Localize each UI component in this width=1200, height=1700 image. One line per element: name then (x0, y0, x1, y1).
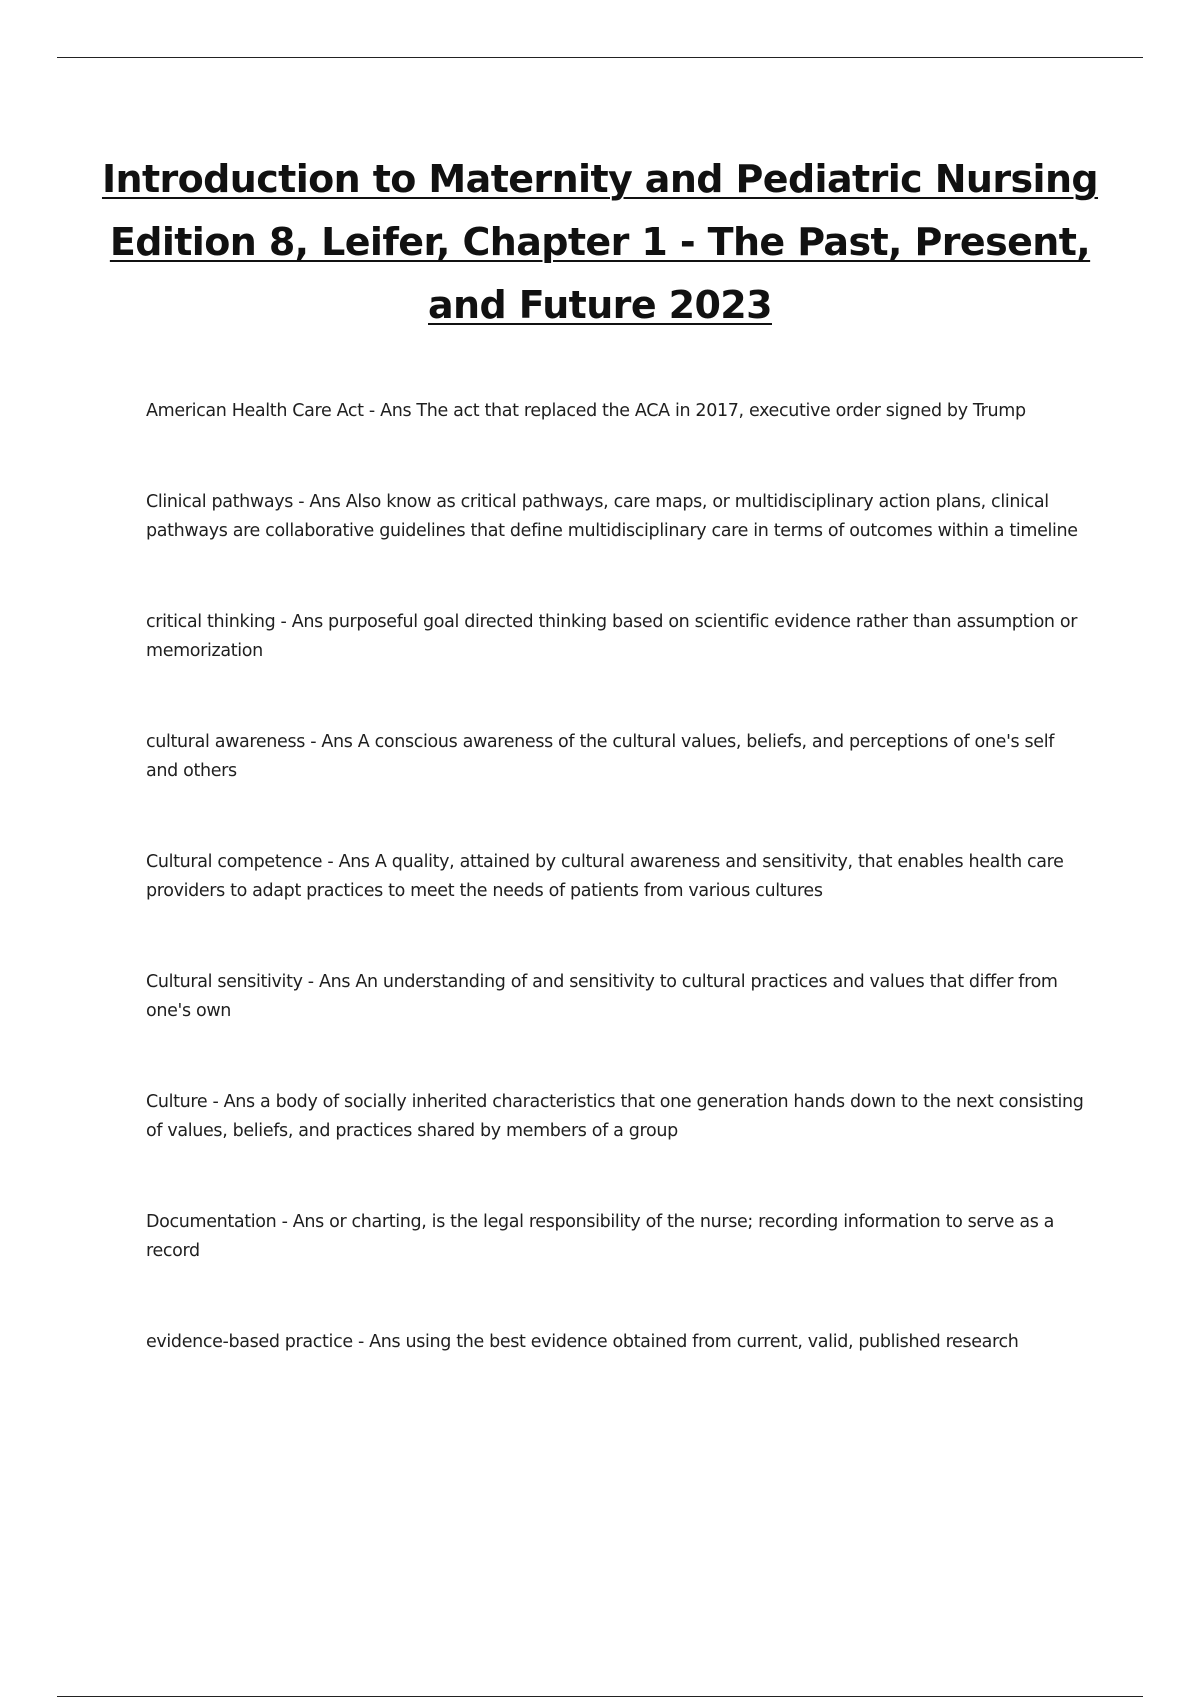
definition-entry: evidence-based practice - Ans using the best evidence obtained from current, valid, published research (146, 1332, 1019, 1352)
definition-entry: Cultural sensitivity - Ans An understanding of and sensitivity to cultural practices and values that differ from one's own (146, 972, 1058, 1021)
definition-entry: cultural awareness - Ans A conscious awareness of the cultural values, beliefs, and perceptions of one's self and others (146, 732, 1055, 781)
definition-entry: Documentation - Ans or charting, is the legal responsibility of the nurse; recording information to serve as a record (146, 1212, 1055, 1261)
definition-list (146, 397, 1086, 1419)
definition-entry: Culture - Ans a body of socially inherited characteristics that one generation hands down to the next consisting of values, beliefs, and practices shared by members of a group (146, 1092, 1084, 1141)
document-title: Introduction to Maternity and Pediatric Nursing Edition 8, Leifer, Chapter 1 - The Past, Present, and Future 2023 (101, 157, 1099, 327)
definition-entry: Cultural competence - Ans A quality, attained by cultural awareness and sensitivity, that enables health care providers to adapt practices to meet the needs of patients from various cultures (146, 852, 1064, 901)
bottom-divider (57, 1696, 1143, 1697)
definition-entry: Clinical pathways - Ans Also know as critical pathways, care maps, or multidisciplinary action plans, clinical pathways are collaborative guidelines that define multidisciplinary care in terms of outcomes within a timeline (146, 492, 1078, 541)
top-divider (57, 57, 1143, 58)
definition-entry: critical thinking - Ans purposeful goal directed thinking based on scientific evidence rather than assumption or memorization (146, 612, 1078, 661)
definition-entry: American Health Care Act - Ans The act that replaced the ACA in 2017, executive order signed by Trump (146, 401, 1026, 421)
